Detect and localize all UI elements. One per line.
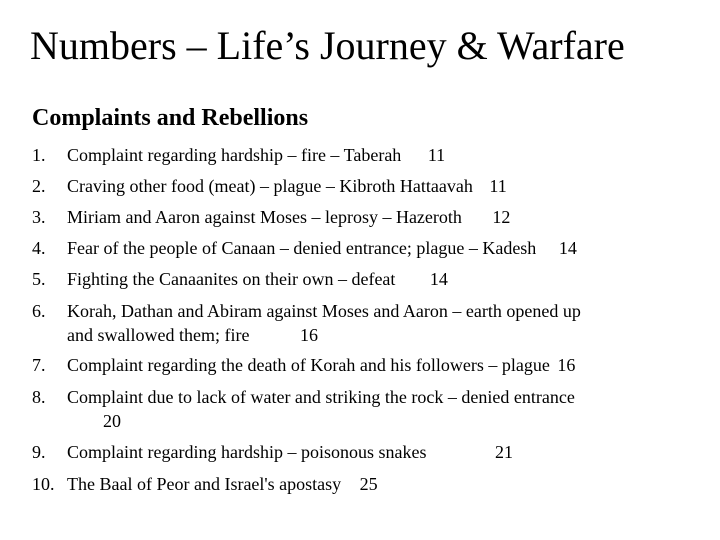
item-page: 14 bbox=[429, 269, 448, 289]
item-page: 11 bbox=[427, 145, 446, 165]
item-text: Craving other food (meat) – plague – Kibroth Hattaavah bbox=[67, 176, 473, 196]
item-text: Complaint due to lack of water and striking the rock – denied entrance bbox=[67, 387, 575, 407]
item-text: Complaint regarding the death of Korah and his followers – plague bbox=[67, 355, 550, 375]
item-number: 4. bbox=[32, 238, 46, 258]
item-text: Korah, Dathan and Abiram against Moses and Aaron – earth opened up bbox=[67, 301, 581, 321]
item-page: 11 bbox=[489, 176, 507, 196]
item-text: Complaint regarding hardship – poisonous snakes bbox=[67, 442, 427, 462]
item-number: 2. bbox=[32, 176, 46, 196]
item-text: Fear of the people of Canaan – denied entrance; plague – Kadesh bbox=[67, 238, 537, 258]
item-number: 3. bbox=[32, 207, 46, 227]
item-page: 16 bbox=[299, 325, 318, 345]
item-text: Miriam and Aaron against Moses – leprosy – Hazeroth bbox=[67, 207, 462, 227]
item-number: 6. bbox=[32, 301, 46, 321]
item-number: 10. bbox=[32, 474, 55, 494]
item-text: The Baal of Peor and Israel's apostasy bbox=[67, 474, 342, 494]
item-number: 1. bbox=[32, 145, 46, 165]
slide-subtitle: Complaints and Rebellions bbox=[32, 105, 309, 131]
item-text-continued: and swallowed them; fire bbox=[67, 325, 250, 345]
item-page: 21 bbox=[494, 442, 513, 462]
item-text: Fighting the Canaanites on their own – defeat bbox=[67, 269, 396, 289]
item-number: 8. bbox=[32, 387, 46, 407]
item-number: 5. bbox=[32, 269, 46, 289]
item-number: 7. bbox=[32, 355, 46, 375]
item-number: 9. bbox=[32, 442, 46, 462]
item-page: 12 bbox=[492, 207, 511, 227]
item-page: 25 bbox=[359, 474, 378, 494]
item-text: Complaint regarding hardship – fire – Taberah bbox=[67, 145, 402, 165]
item-page: 20 bbox=[103, 411, 121, 431]
item-page: 16 bbox=[557, 355, 576, 375]
item-page: 14 bbox=[558, 238, 577, 258]
slide-title: Numbers – Life’s Journey & Warfare bbox=[30, 23, 625, 68]
